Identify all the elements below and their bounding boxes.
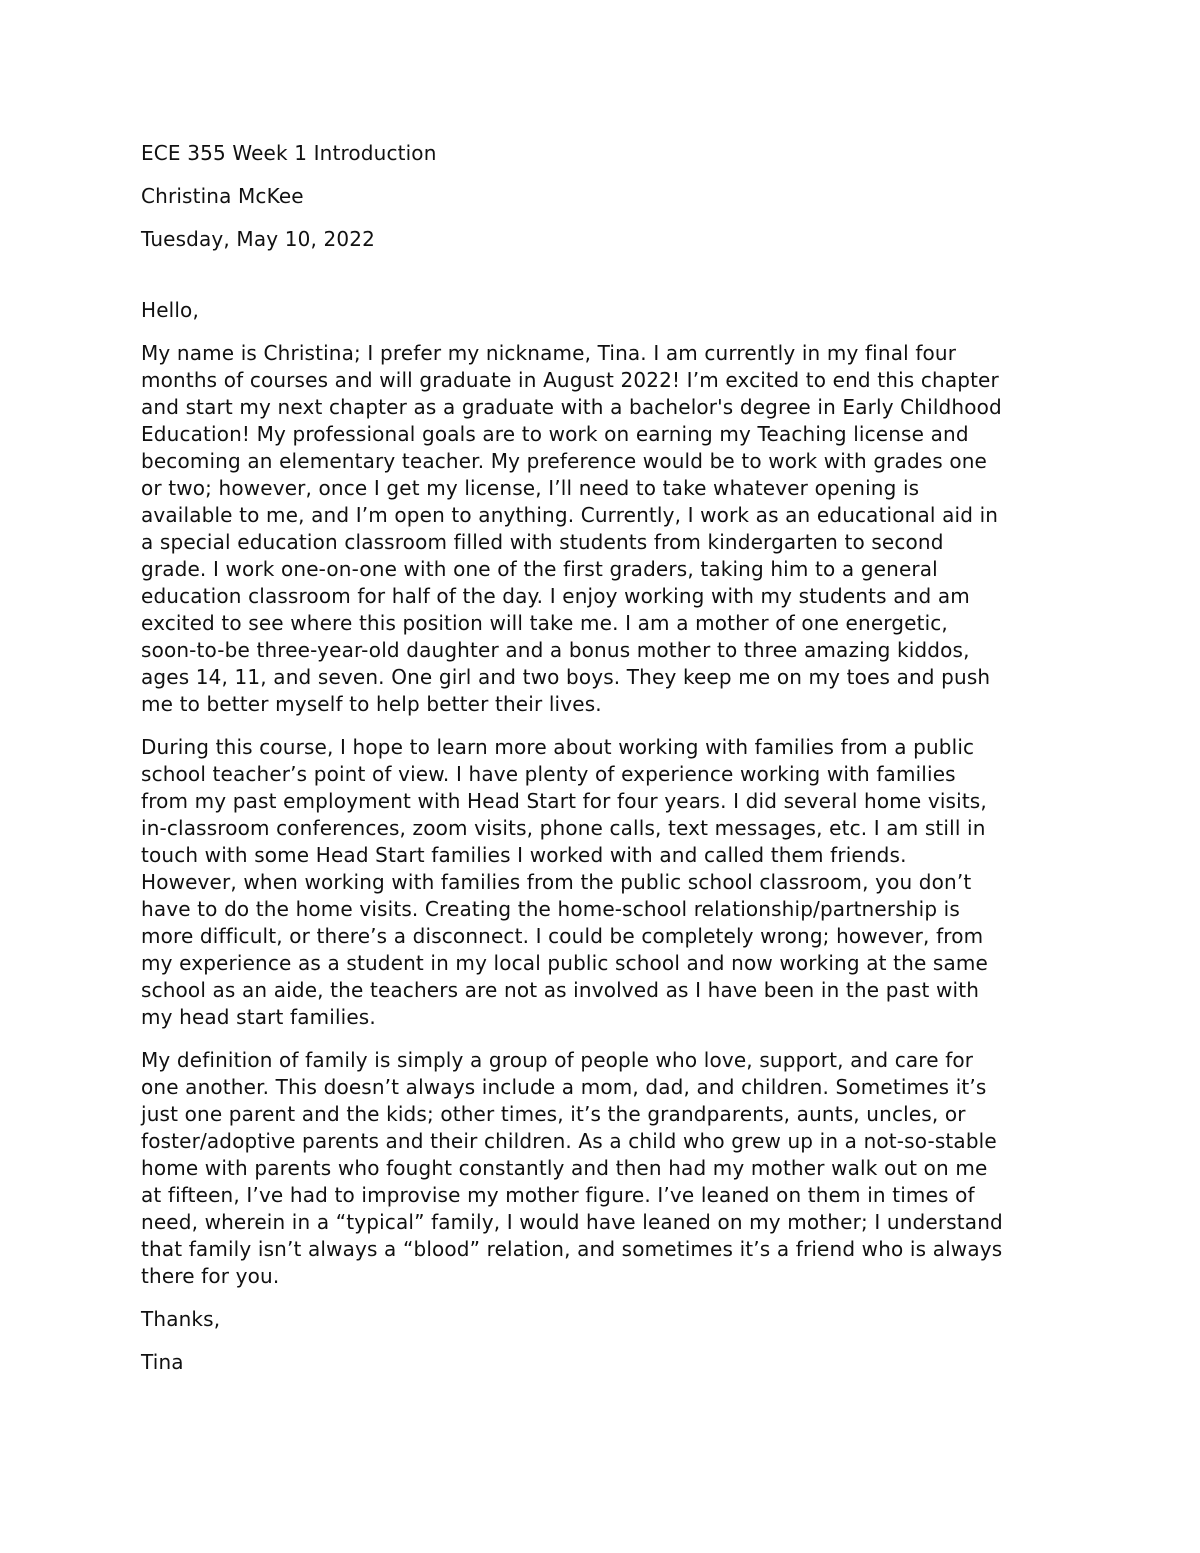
paragraph-introduction: My name is Christina; I prefer my nickname, Tina. I am currently in my final four months of courses and will graduate in August 2022! I’m excited to end this chapter and start my next chapter as a graduate with a bachelor's degree in Early Childhood Education! My professional goals are to work on earning my Teaching license and becoming an elementary teacher. My preference would be to work with grades one or two; however, once I get my license, I’ll need to take whatever opening is available to me, and I’m open to anything. Currently, I work as an educational aid in a special education classroom filled with students from kindergarten to second grade. I work one-on-one with one of the first graders, taking him to a general education classroom for half of the day. I enjoy working with my students and am excited to see where this position will take me. I am a mother of one energetic, soon-to-be three-year-old daughter and a bonus mother to three amazing kiddos, ages 14, 11, and seven. One girl and two boys. They keep me on my toes and push me to better myself to help better their lives. [141,341,1002,716]
paragraph-family-definition: My definition of family is simply a group of people who love, support, and care for one another. This doesn’t always include a mom, dad, and children. Sometimes it’s just one parent and the kids; other times, it’s the grandparents, aunts, uncles, or foster/adoptive parents and their children. As a child who grew up in a not-so-stable home with parents who fought constantly and then had my mother walk out on me at fifteen, I’ve had to improvise my mother figure. I’ve leaned on them in times of need, wherein in a “typical” family, I would have leaned on my mother; I understand that family isn’t always a “blood” relation, and sometimes it’s a friend who is always there for you. [141,1048,1003,1288]
document-date: Tuesday, May 10, 2022 [141,227,375,251]
course-title: ECE 355 Week 1 Introduction [141,141,437,165]
signature: Tina [141,1350,184,1374]
author-name: Christina McKee [141,184,304,208]
closing: Thanks, [141,1307,221,1331]
greeting: Hello, [141,298,199,322]
document-body [141,140,1066,1376]
paragraph-course-hopes: During this course, I hope to learn more about working with families from a public school teacher’s point of view. I have plenty of experience working with families from my past employment with Head Start for four years. I did several home visits, in-classroom conferences, zoom visits, phone calls, text messages, etc. I am still in touch with some Head Start families I worked with and called them friends. However, when working with families from the public school classroom, you don’t have to do the home visits. Creating the home-school relationship/partnership is more difficult, or there’s a disconnect. I could be completely wrong; however, from my experience as a student in my local public school and now working at the same school as an aide, the teachers are not as involved as I have been in the past with my head start families. [141,735,988,1029]
